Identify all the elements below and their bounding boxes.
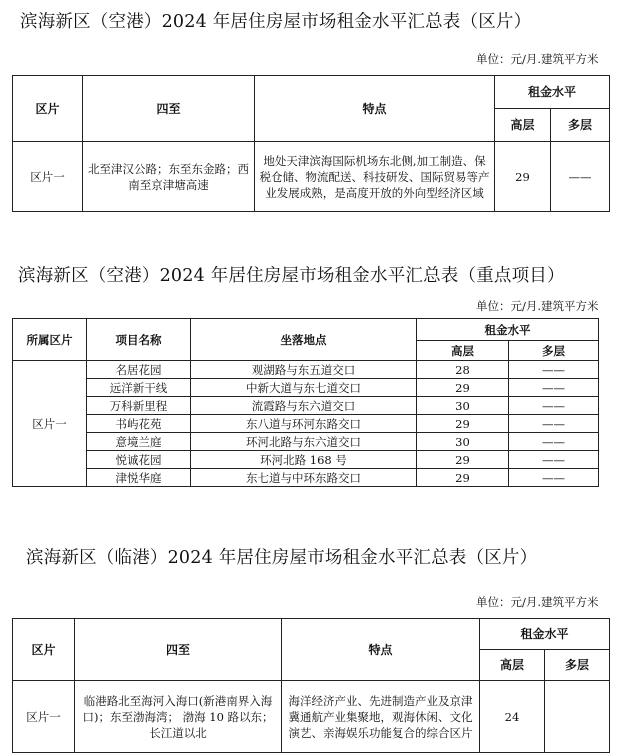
cell-high: 29 [495,142,551,212]
section3-table [12,618,610,753]
cell-zone: 区片一 [13,361,87,487]
project-location: 东八道与环河东路交口 [191,415,417,433]
cell-zone: 区片一 [13,681,75,753]
project-high: 29 [417,451,509,469]
project-location: 中新大道与东七道交口 [191,379,417,397]
cell-multi [545,681,610,753]
project-location: 流霞路与东六道交口 [191,397,417,415]
section1-title: 滨海新区（空港）2024 年居住房屋市场租金水平汇总表（区片） [20,12,532,32]
section1-unit: 单位：元/月.建筑平方米 [476,52,599,66]
header-rent: 租金水平 [495,76,610,109]
section3-unit: 单位：元/月.建筑平方米 [476,595,599,609]
header-project: 项目名称 [87,319,191,361]
project-high: 29 [417,469,509,487]
cell-bounds: 临港路北至海河入海口(新港南界入海口)；东至渤海湾； 渤海 10 路以东；长江道以北 [75,681,282,753]
header-multi: 多层 [545,650,610,681]
project-high: 29 [417,379,509,397]
project-location: 东七道与中环东路交口 [191,469,417,487]
header-features: 特点 [255,76,495,142]
header-zone: 所属区片 [13,319,87,361]
project-high: 28 [417,361,509,379]
cell-bounds: 北至津汉公路；东至东金路；西南至京津塘高速 [83,142,255,212]
section2-title: 滨海新区（空港）2024 年居住房屋市场租金水平汇总表（重点项目） [18,266,565,286]
project-name: 意境兰庭 [87,433,191,451]
cell-features: 海洋经济产业、先进制造产业及京津冀通航产业集聚地，观海休闲、文化演艺、亲海娱乐功能复合的综合区片 [282,681,480,753]
project-multi: —— [509,361,599,379]
section3-title: 滨海新区（临港）2024 年居住房屋市场租金水平汇总表（区片） [26,548,538,568]
header-multi: 多层 [551,109,610,142]
section2-table [12,318,599,487]
section1-table [12,75,610,212]
project-name: 名居花园 [87,361,191,379]
header-multi: 多层 [509,341,599,361]
header-location: 坐落地点 [191,319,417,361]
project-multi: —— [509,397,599,415]
header-zone: 区片 [13,76,83,142]
project-name: 悦诚花园 [87,451,191,469]
header-bounds: 四至 [75,619,282,681]
header-bounds: 四至 [83,76,255,142]
header-high: 高层 [480,650,545,681]
header-features: 特点 [282,619,480,681]
project-high: 30 [417,433,509,451]
header-rent: 租金水平 [480,619,610,650]
project-multi: —— [509,469,599,487]
project-location: 环河北路与东六道交口 [191,433,417,451]
project-name: 津悦华庭 [87,469,191,487]
cell-features: 地处天津滨海国际机场东北侧,加工制造、保税仓储、物流配送、科技研发、国际贸易等产业发展成熟，是高度开放的外向型经济区域 [255,142,495,212]
cell-high: 24 [480,681,545,753]
cell-multi: —— [551,142,610,212]
header-high: 高层 [417,341,509,361]
project-high: 30 [417,397,509,415]
project-name: 万科新里程 [87,397,191,415]
cell-zone: 区片一 [13,142,83,212]
project-multi: —— [509,379,599,397]
project-high: 29 [417,415,509,433]
project-name: 远洋新干线 [87,379,191,397]
project-location: 观湖路与东五道交口 [191,361,417,379]
header-high: 高层 [495,109,551,142]
project-name: 书屿花苑 [87,415,191,433]
project-location: 环河北路 168 号 [191,451,417,469]
project-multi: —— [509,451,599,469]
project-multi: —— [509,433,599,451]
header-zone: 区片 [13,619,75,681]
header-rent: 租金水平 [417,319,599,341]
project-multi: —— [509,415,599,433]
section2-unit: 单位：元/月.建筑平方米 [476,299,599,313]
